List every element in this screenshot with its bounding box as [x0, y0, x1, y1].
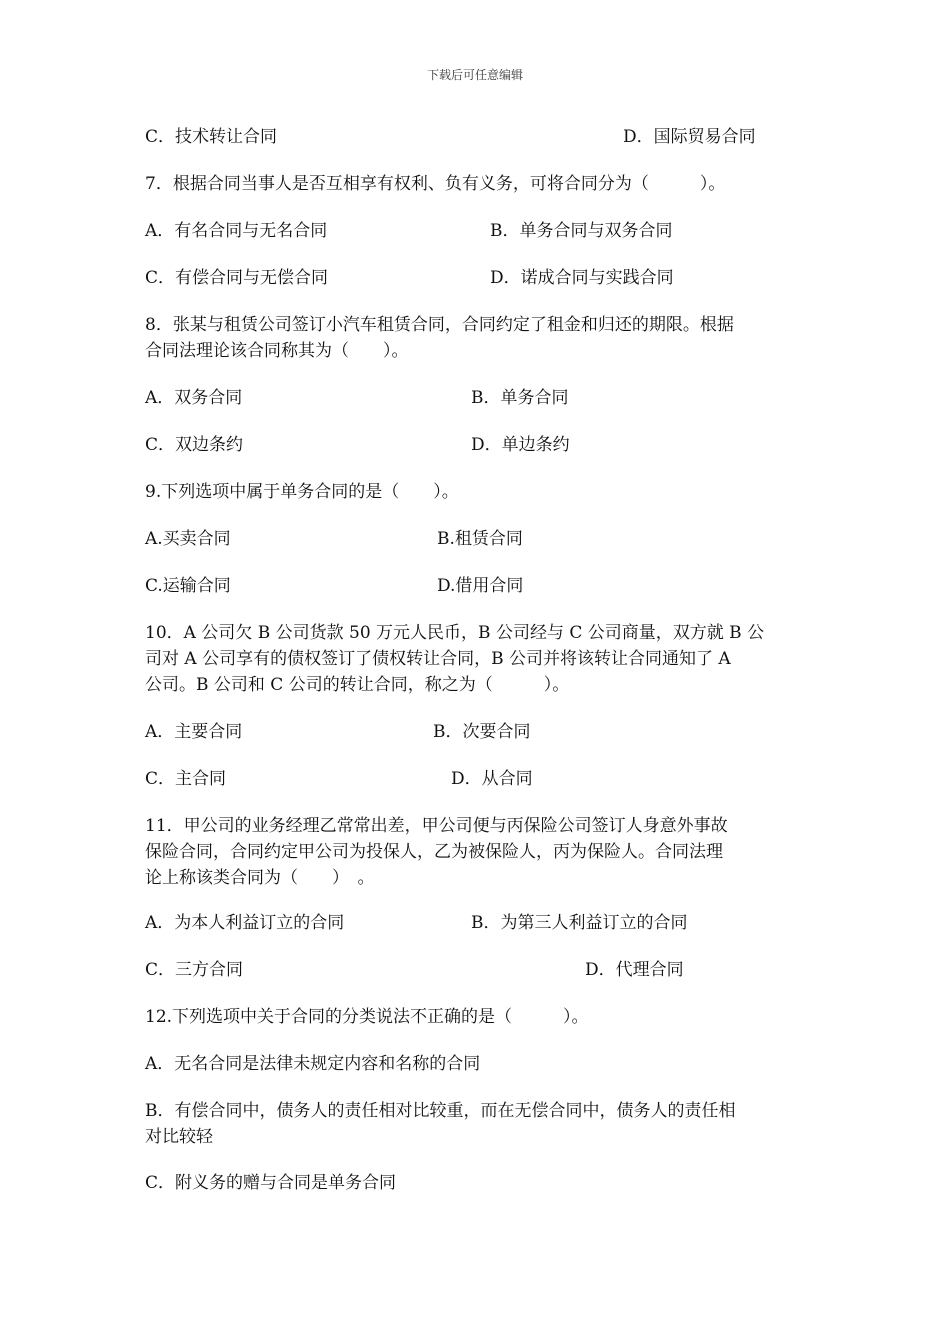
q6-option-d: D．国际贸易合同	[623, 127, 756, 147]
q8-option-d: D．单边条约	[471, 435, 570, 455]
q12-option-a: A．无名合同是法律未规定内容和名称的合同	[145, 1054, 481, 1074]
q6-option-c: C．技术转让合同	[145, 127, 278, 147]
q7-option-c: C．有偿合同与无偿合同	[145, 268, 329, 288]
q9-question: 9.下列选项中属于单务合同的是（ ）。	[145, 482, 459, 502]
q7-option-a: A．有名合同与无名合同	[145, 221, 328, 241]
q9-option-d: D.借用合同	[437, 576, 524, 596]
q12-option-b-line1: B．有偿合同中，债务人的责任相对比较重，而在无偿合同中，债务人的责任相	[145, 1101, 736, 1121]
q8-question-line2: 合同法理论该合同称其为（ ）。	[145, 341, 409, 361]
q12-question: 12.下列选项中关于合同的分类说法不正确的是（ ）。	[145, 1007, 589, 1027]
q10-question-line1: 10．A 公司欠 B 公司货款 50 万元人民币，B 公司经与 C 公司商量，双方就 B 公	[145, 623, 765, 643]
page-header: 下载后可任意编辑	[426, 68, 523, 82]
q10-option-b: B．次要合同	[433, 722, 531, 742]
q11-option-b: B．为第三人利益订立的合同	[471, 913, 688, 933]
q9-option-c: C.运输合同	[145, 576, 231, 596]
q8-option-a: A．双务合同	[145, 388, 243, 408]
q7-question: 7．根据合同当事人是否互相享有权利、负有义务，可将合同分为（ ）。	[145, 174, 726, 194]
q11-option-c: C．三方合同	[145, 960, 244, 980]
q12-option-b-line2: 对比较轻	[145, 1127, 213, 1147]
q8-option-b: B．单务合同	[471, 388, 569, 408]
q7-option-b: B．单务合同与双务合同	[490, 221, 673, 241]
q11-question-line3: 论上称该类合同为（ ） 。	[145, 868, 375, 888]
q11-option-a: A．为本人利益订立的合同	[145, 913, 345, 933]
q12-option-c: C．附义务的赠与合同是单务合同	[145, 1173, 397, 1193]
q10-question-line3: 公司。B 公司和 C 公司的转让合同，称之为（ ）。	[145, 675, 570, 695]
q11-question-line1: 11．甲公司的业务经理乙常常出差，甲公司便与丙保险公司签订人身意外事故	[145, 816, 728, 836]
q9-option-b: B.租赁合同	[437, 529, 523, 549]
q7-option-d: D．诺成合同与实践合同	[490, 268, 674, 288]
q10-option-a: A．主要合同	[145, 722, 243, 742]
q10-option-c: C．主合同	[145, 769, 227, 789]
q9-option-a: A.买卖合同	[145, 529, 231, 549]
q10-option-d: D．从合同	[451, 769, 533, 789]
q8-option-c: C．双边条约	[145, 435, 244, 455]
q11-question-line2: 保险合同，合同约定甲公司为投保人，乙为被保险人，丙为保险人。合同法理	[145, 842, 723, 862]
q8-question-line1: 8．张某与租赁公司签订小汽车租赁合同，合同约定了租金和归还的期限。根据	[145, 315, 734, 335]
q10-question-line2: 司对 A 公司享有的债权签订了债权转让合同，B 公司并将该转让合同通知了 A	[145, 649, 731, 669]
q11-option-d: D．代理合同	[585, 960, 684, 980]
